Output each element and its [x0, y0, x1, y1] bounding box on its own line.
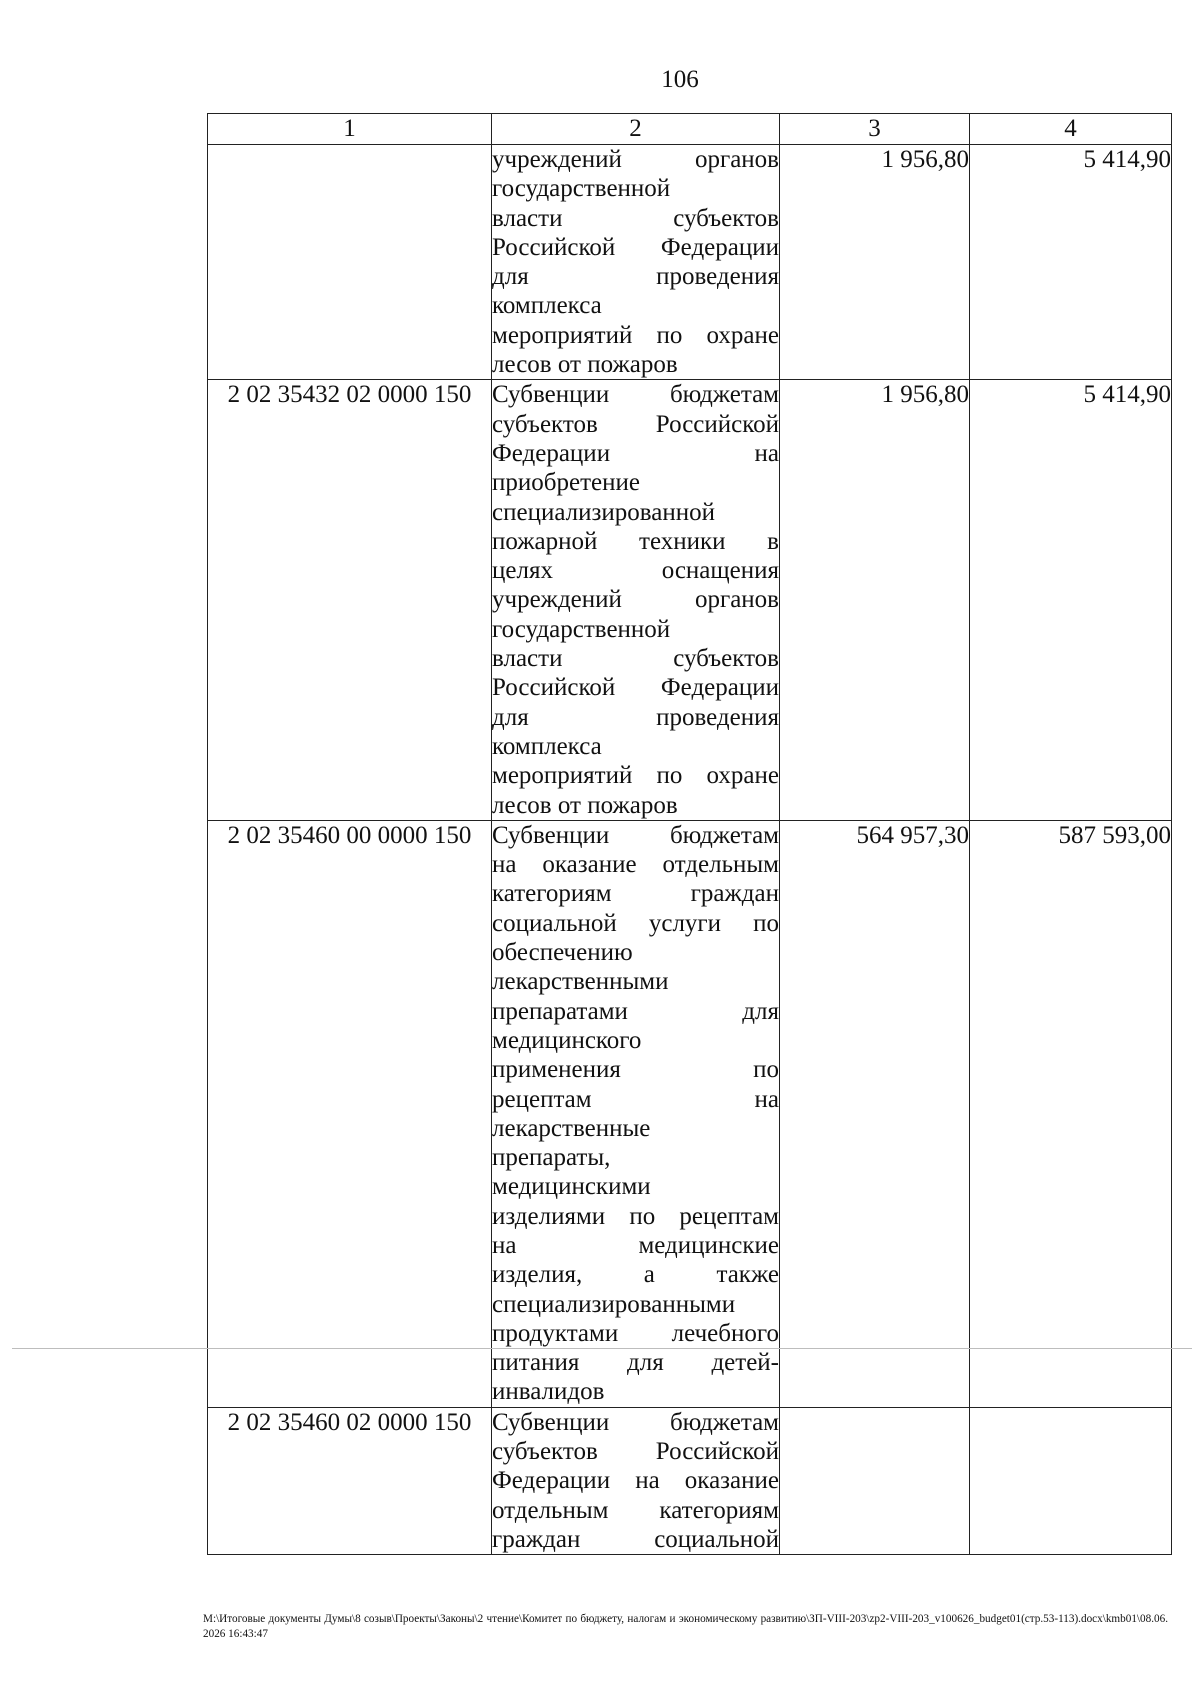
amount-cell-col3: 1 956,80 [780, 145, 970, 380]
amount-cell-col3: 1 956,80 [780, 380, 970, 820]
description-line: комплекса [492, 732, 602, 760]
description-line: инвалидов [492, 1378, 605, 1406]
description-line: изделиями по рецептам [492, 1202, 779, 1230]
description-cell [492, 145, 780, 380]
budget-code-cell: 2 02 35432 02 0000 150 [208, 380, 492, 820]
description-line: категориям граждан [492, 880, 779, 908]
description-line: субъектов Российской [492, 1438, 779, 1466]
description-line: медицинскими [492, 1173, 651, 1201]
description-line: приобретение [492, 469, 640, 497]
budget-code-cell: 2 02 35460 00 0000 150 [208, 820, 492, 1407]
description-line: лекарственными [492, 968, 669, 996]
description-line: граждан социальной [492, 1525, 779, 1553]
amount-cell-col4: 5 414,90 [970, 380, 1172, 820]
description-line: власти субъектов [492, 204, 779, 232]
description-line: препараты, [492, 1144, 611, 1172]
description-line: социальной услуги по [492, 909, 779, 937]
description-line: Федерации на оказание [492, 1467, 779, 1495]
description-line: обеспечению [492, 939, 633, 967]
description-line: отдельным категориям [492, 1496, 779, 1524]
description-line: питания для детей- [492, 1349, 779, 1377]
column-header: 2 [492, 114, 780, 145]
description-line: учреждений органов [492, 146, 779, 173]
description-line: применения по [492, 1056, 779, 1084]
description-line: на медицинские [492, 1231, 779, 1259]
description-line: пожарной техники в [492, 527, 779, 555]
column-header: 4 [970, 114, 1172, 145]
column-header: 3 [780, 114, 970, 145]
table-row [208, 820, 1172, 1407]
description-line: лесов от пожаров [492, 791, 678, 819]
amount-cell-col3 [780, 1407, 970, 1554]
description-cell [492, 820, 780, 1407]
description-line: медицинского [492, 1026, 642, 1054]
description-line: Субвенции бюджетам [492, 821, 779, 849]
budget-table [207, 113, 1172, 1555]
budget-code-cell [208, 145, 492, 380]
table-row [208, 145, 1172, 380]
description-line: государственной [492, 175, 671, 203]
description-line: препаратами для [492, 997, 779, 1025]
description-cell [492, 380, 780, 820]
description-line: мероприятий по охране [492, 762, 779, 790]
description-line: мероприятий по охране [492, 321, 779, 349]
scan-artifact-line [12, 1348, 1192, 1349]
description-line: государственной [492, 615, 671, 643]
description-line: Субвенции бюджетам [492, 1408, 779, 1436]
description-line: субъектов Российской [492, 410, 779, 438]
description-line: лекарственные [492, 1114, 651, 1142]
description-line: учреждений органов [492, 586, 779, 614]
budget-code-cell: 2 02 35460 02 0000 150 [208, 1407, 492, 1554]
description-line: рецептам на [492, 1085, 779, 1113]
description-line: специализированной [492, 498, 715, 526]
description-line: на оказание отдельным [492, 851, 779, 879]
description-line: специализированными [492, 1290, 736, 1318]
table-row [208, 380, 1172, 820]
description-line: Российской Федерации [492, 233, 779, 261]
description-cell [492, 1407, 780, 1554]
description-line: комплекса [492, 292, 602, 320]
description-line: власти субъектов [492, 645, 779, 673]
description-line: продуктами лечебного [492, 1319, 779, 1347]
description-line: изделия, а также [492, 1261, 779, 1289]
description-line: лесов от пожаров [492, 351, 678, 379]
description-line: для проведения [492, 263, 779, 291]
amount-cell-col4: 587 593,00 [970, 820, 1172, 1407]
document-footer-path: M:\Итоговые документы Думы\8 созыв\Проекты\Законы\2 чтение\Комитет по бюджету, налогам и экономическому развитию\ЗП-VIII-203\zp2-VIII-203_v100626_budget01(стр.53-113).docx\kmb01\08.06.2026 16:43:47 [203, 1613, 1168, 1640]
column-header: 1 [208, 114, 492, 145]
description-line: для проведения [492, 703, 779, 731]
description-line: целях оснащения [492, 557, 779, 585]
page-number: 106 [661, 66, 699, 93]
table-header-row [208, 114, 1172, 145]
table-row [208, 1407, 1172, 1554]
amount-cell-col4 [970, 1407, 1172, 1554]
amount-cell-col4: 5 414,90 [970, 145, 1172, 380]
description-line: Субвенции бюджетам [492, 381, 779, 409]
description-line: Российской Федерации [492, 674, 779, 702]
amount-cell-col3: 564 957,30 [780, 820, 970, 1407]
description-line: Федерации на [492, 439, 779, 467]
